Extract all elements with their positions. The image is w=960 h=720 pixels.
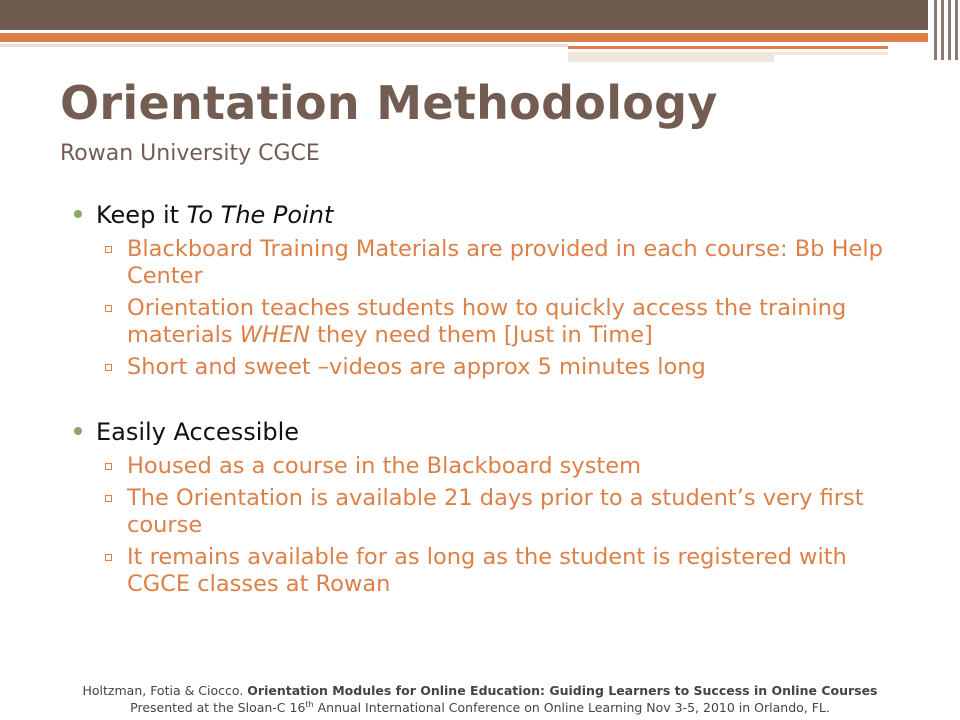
footer-paper-title: Orientation Modules for Online Education: Guiding Learners to Success in Online Courses [247, 683, 878, 698]
square-bullet-icon [105, 463, 112, 470]
footer-line-1 [0, 683, 960, 700]
list-item-text: Blackboard Training Materials are provided in each course: Bb Help Center [127, 236, 883, 289]
header-vertical-stripes [928, 0, 960, 60]
header-bar-tan [0, 44, 568, 47]
list-item-text: they need them [Just in Time] [310, 321, 653, 348]
header-bar-tan-block [568, 52, 774, 62]
list-item-text: Housed as a course in the Blackboard system [127, 452, 641, 479]
bullet-label: Easily Accessible [96, 417, 300, 446]
slide-footer [0, 683, 960, 717]
slide-content [72, 200, 912, 603]
header-bar-brown [0, 0, 928, 30]
sub-list-easily-accessible [72, 453, 912, 598]
section-spacer [72, 387, 912, 417]
footer-line-2 [0, 700, 960, 717]
square-bullet-icon [105, 305, 112, 312]
square-bullet-icon [105, 495, 112, 502]
slide-title: Orientation Methodology [60, 76, 718, 130]
square-bullet-icon [105, 364, 112, 371]
bullet-label-emphasis: To The Point [186, 201, 334, 229]
list-item-text: It remains available for as long as the student is registered with CGCE classes at Rowan [127, 544, 847, 597]
header-bar-orange-thin [568, 46, 888, 49]
list-item-text: Orientation teaches students how to quickly access the training materials [127, 295, 847, 348]
list-item-emphasis: WHEN [239, 321, 311, 348]
header-bar-tan-thin [774, 52, 888, 55]
bullet-dot-icon [74, 210, 82, 218]
list-item [72, 544, 912, 597]
bullet-easily-accessible [72, 417, 912, 447]
footer-authors: Holtzman, Fotia & Ciocco. [82, 683, 248, 698]
list-item [72, 485, 912, 538]
footer-conference-prefix: Presented at the Sloan-C 16 [130, 700, 306, 716]
list-item [72, 236, 912, 289]
square-bullet-icon [105, 554, 112, 561]
header-bar-orange [0, 33, 928, 42]
footer-superscript: th [305, 699, 314, 709]
list-item [72, 354, 912, 381]
slide-subtitle: Rowan University CGCE [60, 141, 320, 166]
list-item-text: The Orientation is available 21 days prior to a student’s very first course [127, 485, 864, 538]
bullet-keep-it-to-the-point [72, 200, 912, 230]
sub-list-to-the-point [72, 236, 912, 381]
square-bullet-icon [105, 246, 112, 253]
list-item [72, 295, 912, 348]
list-item [72, 453, 912, 480]
bullet-label-prefix: Keep it [96, 201, 187, 229]
list-item-text: Short and sweet –videos are approx 5 minutes long [127, 354, 706, 381]
bullet-dot-icon [74, 427, 82, 435]
footer-conference-suffix: Annual International Conference on Online Learning Nov 3-5, 2010 in Orlando, FL. [313, 700, 830, 716]
